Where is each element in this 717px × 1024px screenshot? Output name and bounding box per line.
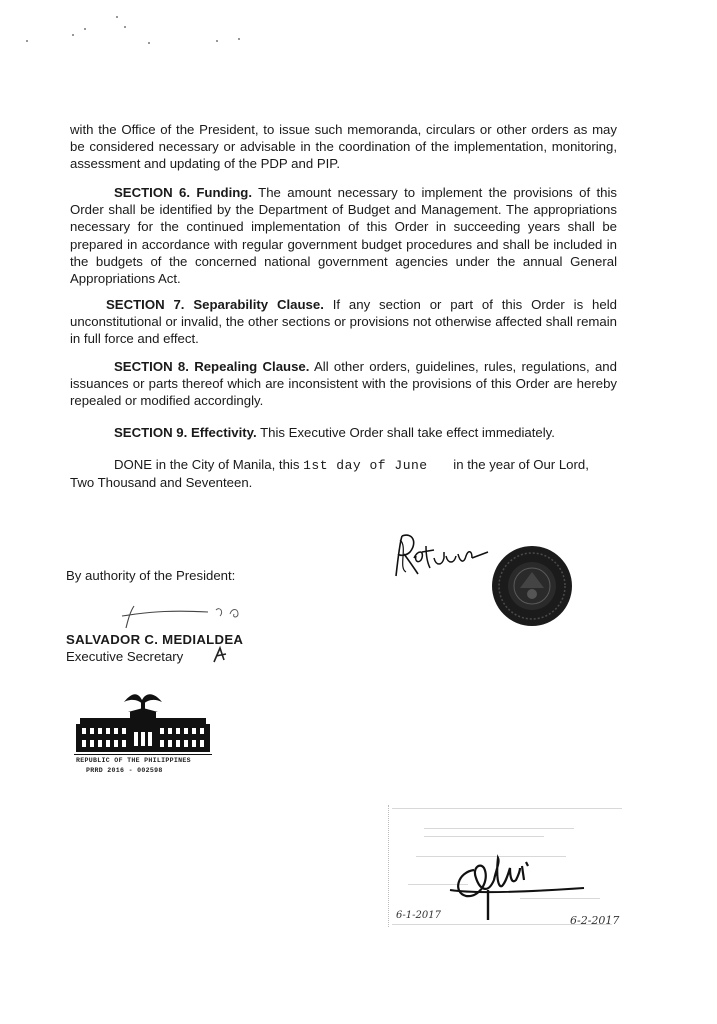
section-7-heading: SECTION 7. Separability Clause. (106, 297, 324, 312)
official-seal (490, 544, 574, 628)
section-9 (70, 424, 617, 441)
section-8-body: All other orders, guidelines, rules, regulations, and issuances or parts thereof which are inconsistent with the provisions of this Order are hereby repealed or modified accordingly. (70, 359, 617, 409)
receipt-date-right: 6-2-2017 (570, 914, 620, 927)
scan-speck (72, 34, 74, 36)
done-prefix: DONE in the City of Manila, this (114, 457, 304, 472)
done-date: 1st day of June (303, 458, 428, 473)
done-clause (70, 456, 617, 491)
faint-rule (392, 808, 622, 809)
section-8 (70, 358, 617, 410)
section-8-heading: SECTION 8. Repealing Clause. (114, 359, 310, 374)
stamp-line-1: REPUBLIC OF THE PHILIPPINES (76, 757, 191, 764)
section-6 (70, 184, 617, 287)
stamp-line-2: PRRD 2016 - 002598 (86, 767, 163, 774)
section-9-body: This Executive Order shall take effect immediately. (256, 425, 555, 440)
presidential-signature (388, 528, 494, 588)
section-7 (70, 296, 617, 348)
section-9-heading: SECTION 9. Effectivity. (114, 425, 257, 440)
faint-rule (424, 836, 544, 837)
faint-rule (424, 828, 574, 829)
authority-line: By authority of the President: (66, 568, 236, 583)
receiving-signature (436, 850, 586, 922)
scan-speck (26, 40, 28, 42)
scan-speck (148, 42, 150, 44)
done-suffix: in the year of Our Lord, (449, 457, 589, 472)
receipt-date-left: 6-1-2017 (396, 910, 441, 921)
section-7-body: If any section or part of this Order is held unconstitutional or invalid, the other sections or provisions not otherwise affected shall remain in full force and effect. (70, 297, 617, 347)
paragraph-continuation (70, 121, 617, 173)
initial-mark (210, 644, 230, 664)
palace-emblem (74, 688, 212, 754)
section-6-body: The amount necessary to implement the provisions of this Order shall be identified by the Department of Budget and Management. The appropriations necessary for the continued implementation of this Order in succeeding years shall be prepared in accordance with regular government budget procedures and shall be included in the budgets of the concerned national government agencies under the annual General Appropriations Act. (70, 185, 617, 287)
scan-speck (124, 26, 126, 28)
secretary-initial-signature (112, 602, 252, 632)
secretary-title: Executive Secretary (66, 649, 184, 664)
emblem-divider (74, 754, 212, 755)
secretary-name: SALVADOR C. MEDIALDEA (66, 632, 244, 647)
scan-speck (116, 16, 118, 18)
scan-speck (84, 28, 86, 30)
scan-speck (238, 38, 240, 40)
scan-speck (216, 40, 218, 42)
done-line-2: Two Thousand and Seventeen. (70, 475, 253, 491)
paragraph-1-text: with the Office of the President, to issue such memoranda, circulars or other orders as may be considered necessary or advisable in the coordination of the implementation, monitoring, assessment and updating of the PDP and PIP. (70, 122, 617, 172)
section-6-heading: SECTION 6. Funding. (114, 185, 253, 200)
